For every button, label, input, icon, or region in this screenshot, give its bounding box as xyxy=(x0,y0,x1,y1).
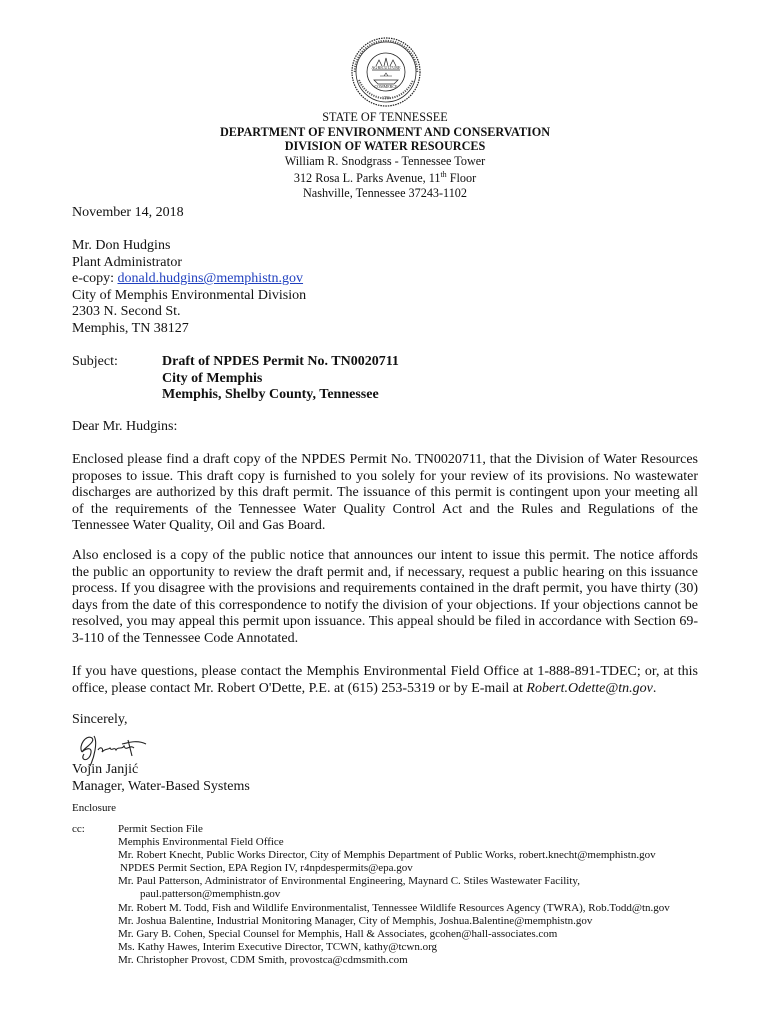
letter-date: November 14, 2018 xyxy=(72,205,184,220)
cc-label: cc: xyxy=(72,823,85,835)
cc-item: NPDES Permit Section, EPA Region IV, r4npdespermits@epa.gov xyxy=(120,862,413,875)
cc-list xyxy=(118,823,670,967)
recipient-street: 2303 N. Second St. xyxy=(72,304,181,320)
recipient-org: City of Memphis Environmental Division xyxy=(72,287,307,303)
cc-item: Memphis Environmental Field Office xyxy=(118,836,284,849)
recipient-name: Mr. Don Hudgins xyxy=(72,238,171,253)
cc-item: Mr. Robert M. Todd, Fish and Wildlife Environmentalist, Tennessee Wildlife Resources Agency (TWRA), Rob.Todd@tn.gov xyxy=(118,901,670,914)
body-paragraph-1: Enclosed please find a draft copy of the NPDES Permit No. TN0020711, that the Division of Water Resources proposes to issue. This draft copy is furnished to you solely for your review of its provisions. No wastewater discharges are authorized by this draft permit. The issuance of this permit is contingent upon your meeting all of the requirements of the Tennessee Water Quality Control Act and the Rules and Regulations of the Tennessee Water Quality, Oil and Gas Board. xyxy=(72,452,698,534)
subject-line-1: Draft of NPDES Permit No. TN0020711 xyxy=(162,354,399,369)
ecopy-label: e-copy: xyxy=(72,271,118,287)
address-line-3: Nashville, Tennessee 37243-1102 xyxy=(303,186,467,201)
letterhead xyxy=(0,110,770,201)
address-line-2-text: 312 Rosa L. Parks Avenue, 11 xyxy=(293,171,441,186)
cc-item: Mr. Joshua Balentine, Industrial Monitoring Manager, City of Memphis, Joshua.Balentine@memphistn.gov xyxy=(118,914,593,927)
closing-sincerely: Sincerely, xyxy=(72,712,128,727)
odette-email: Robert.Odette@tn.gov xyxy=(526,680,653,696)
address-line-2 xyxy=(0,168,770,186)
seal-text-year: 1796 xyxy=(381,95,391,100)
paragraph-3-end: . xyxy=(652,680,657,696)
recipient-email-link[interactable]: donald.hudgins@memphistn.gov xyxy=(117,271,304,287)
cc-item: Mr. Gary B. Cohen, Special Counsel for Memphis, Hall & Associates, gcohen@hall-associates.com xyxy=(118,927,558,940)
salutation: Dear Mr. Hudgins: xyxy=(72,419,178,434)
seal-text-agriculture: AGRICULTURE xyxy=(371,65,401,70)
recipient-ecopy xyxy=(72,271,306,288)
signatory-title: Manager, Water-Based Systems xyxy=(72,778,250,794)
subject-block xyxy=(162,354,399,404)
state-name: STATE OF TENNESSEE xyxy=(322,110,448,124)
address-line-2-sup: th xyxy=(440,170,447,180)
cc-item: Permit Section File xyxy=(118,823,203,835)
department-name: DEPARTMENT OF ENVIRONMENT AND CONSERVATION xyxy=(219,124,551,139)
enclosure-note: Enclosure xyxy=(72,802,116,814)
body-paragraph-3 xyxy=(72,664,698,697)
seal-text-commerce: COMMERCE xyxy=(374,84,398,89)
cc-item: Mr. Christopher Provost, CDM Smith, provostca@cdmsmith.com xyxy=(118,953,408,966)
cc-item: Ms. Kathy Hawes, Interim Executive Director, TCWN, kathy@tcwn.org xyxy=(118,940,438,953)
cc-item: Mr. Robert Knecht, Public Works Director, City of Memphis Department of Public Works, robert.knecht@memphistn.gov xyxy=(118,849,656,862)
subject-label: Subject: xyxy=(72,354,118,369)
address-line-1: William R. Snodgrass - Tennessee Tower xyxy=(284,153,486,168)
paragraph-3-text: If you have questions, please contact the Memphis Environmental Field Office at 1-888-891-TDEC; or, at this office, please contact Mr. Robert O'Dette, P.E. at (615) 253-5319 or by E-mail at xyxy=(72,664,698,696)
division-name: DIVISION OF WATER RESOURCES xyxy=(284,139,486,154)
cc-item: paul.patterson@memphistn.gov xyxy=(140,888,281,901)
signatory-name: Vojin Janjić xyxy=(72,762,139,777)
recipient-block xyxy=(72,238,306,338)
recipient-title: Plant Administrator xyxy=(72,254,183,270)
address-line-2-post: Floor xyxy=(446,171,477,186)
tennessee-state-seal xyxy=(350,36,422,108)
subject-line-2: City of Memphis xyxy=(162,370,263,386)
body-paragraph-2: Also enclosed is a copy of the public notice that announces our intent to issue this permit. The notice affords the public an opportunity to review the draft permit and, if necessary, request a public hearing on this issuance process. If you disagree with the provisions and requirements contained in the draft permit, you have thirty (30) days from the date of this correspondence to notify the division of your objections. If your objections cannot be resolved, you may appeal this permit upon issuance. This appeal should be filed in accordance with Section 69-3-110 of the Tennessee Code Annotated. xyxy=(72,548,698,646)
cc-item: Mr. Paul Patterson, Administrator of Environmental Engineering, Maynard C. Stiles Wastewater Facility, xyxy=(118,875,580,888)
signatory-block xyxy=(72,762,250,795)
recipient-city: Memphis, TN 38127 xyxy=(72,320,189,336)
subject-line-3: Memphis, Shelby County, Tennessee xyxy=(162,387,379,403)
